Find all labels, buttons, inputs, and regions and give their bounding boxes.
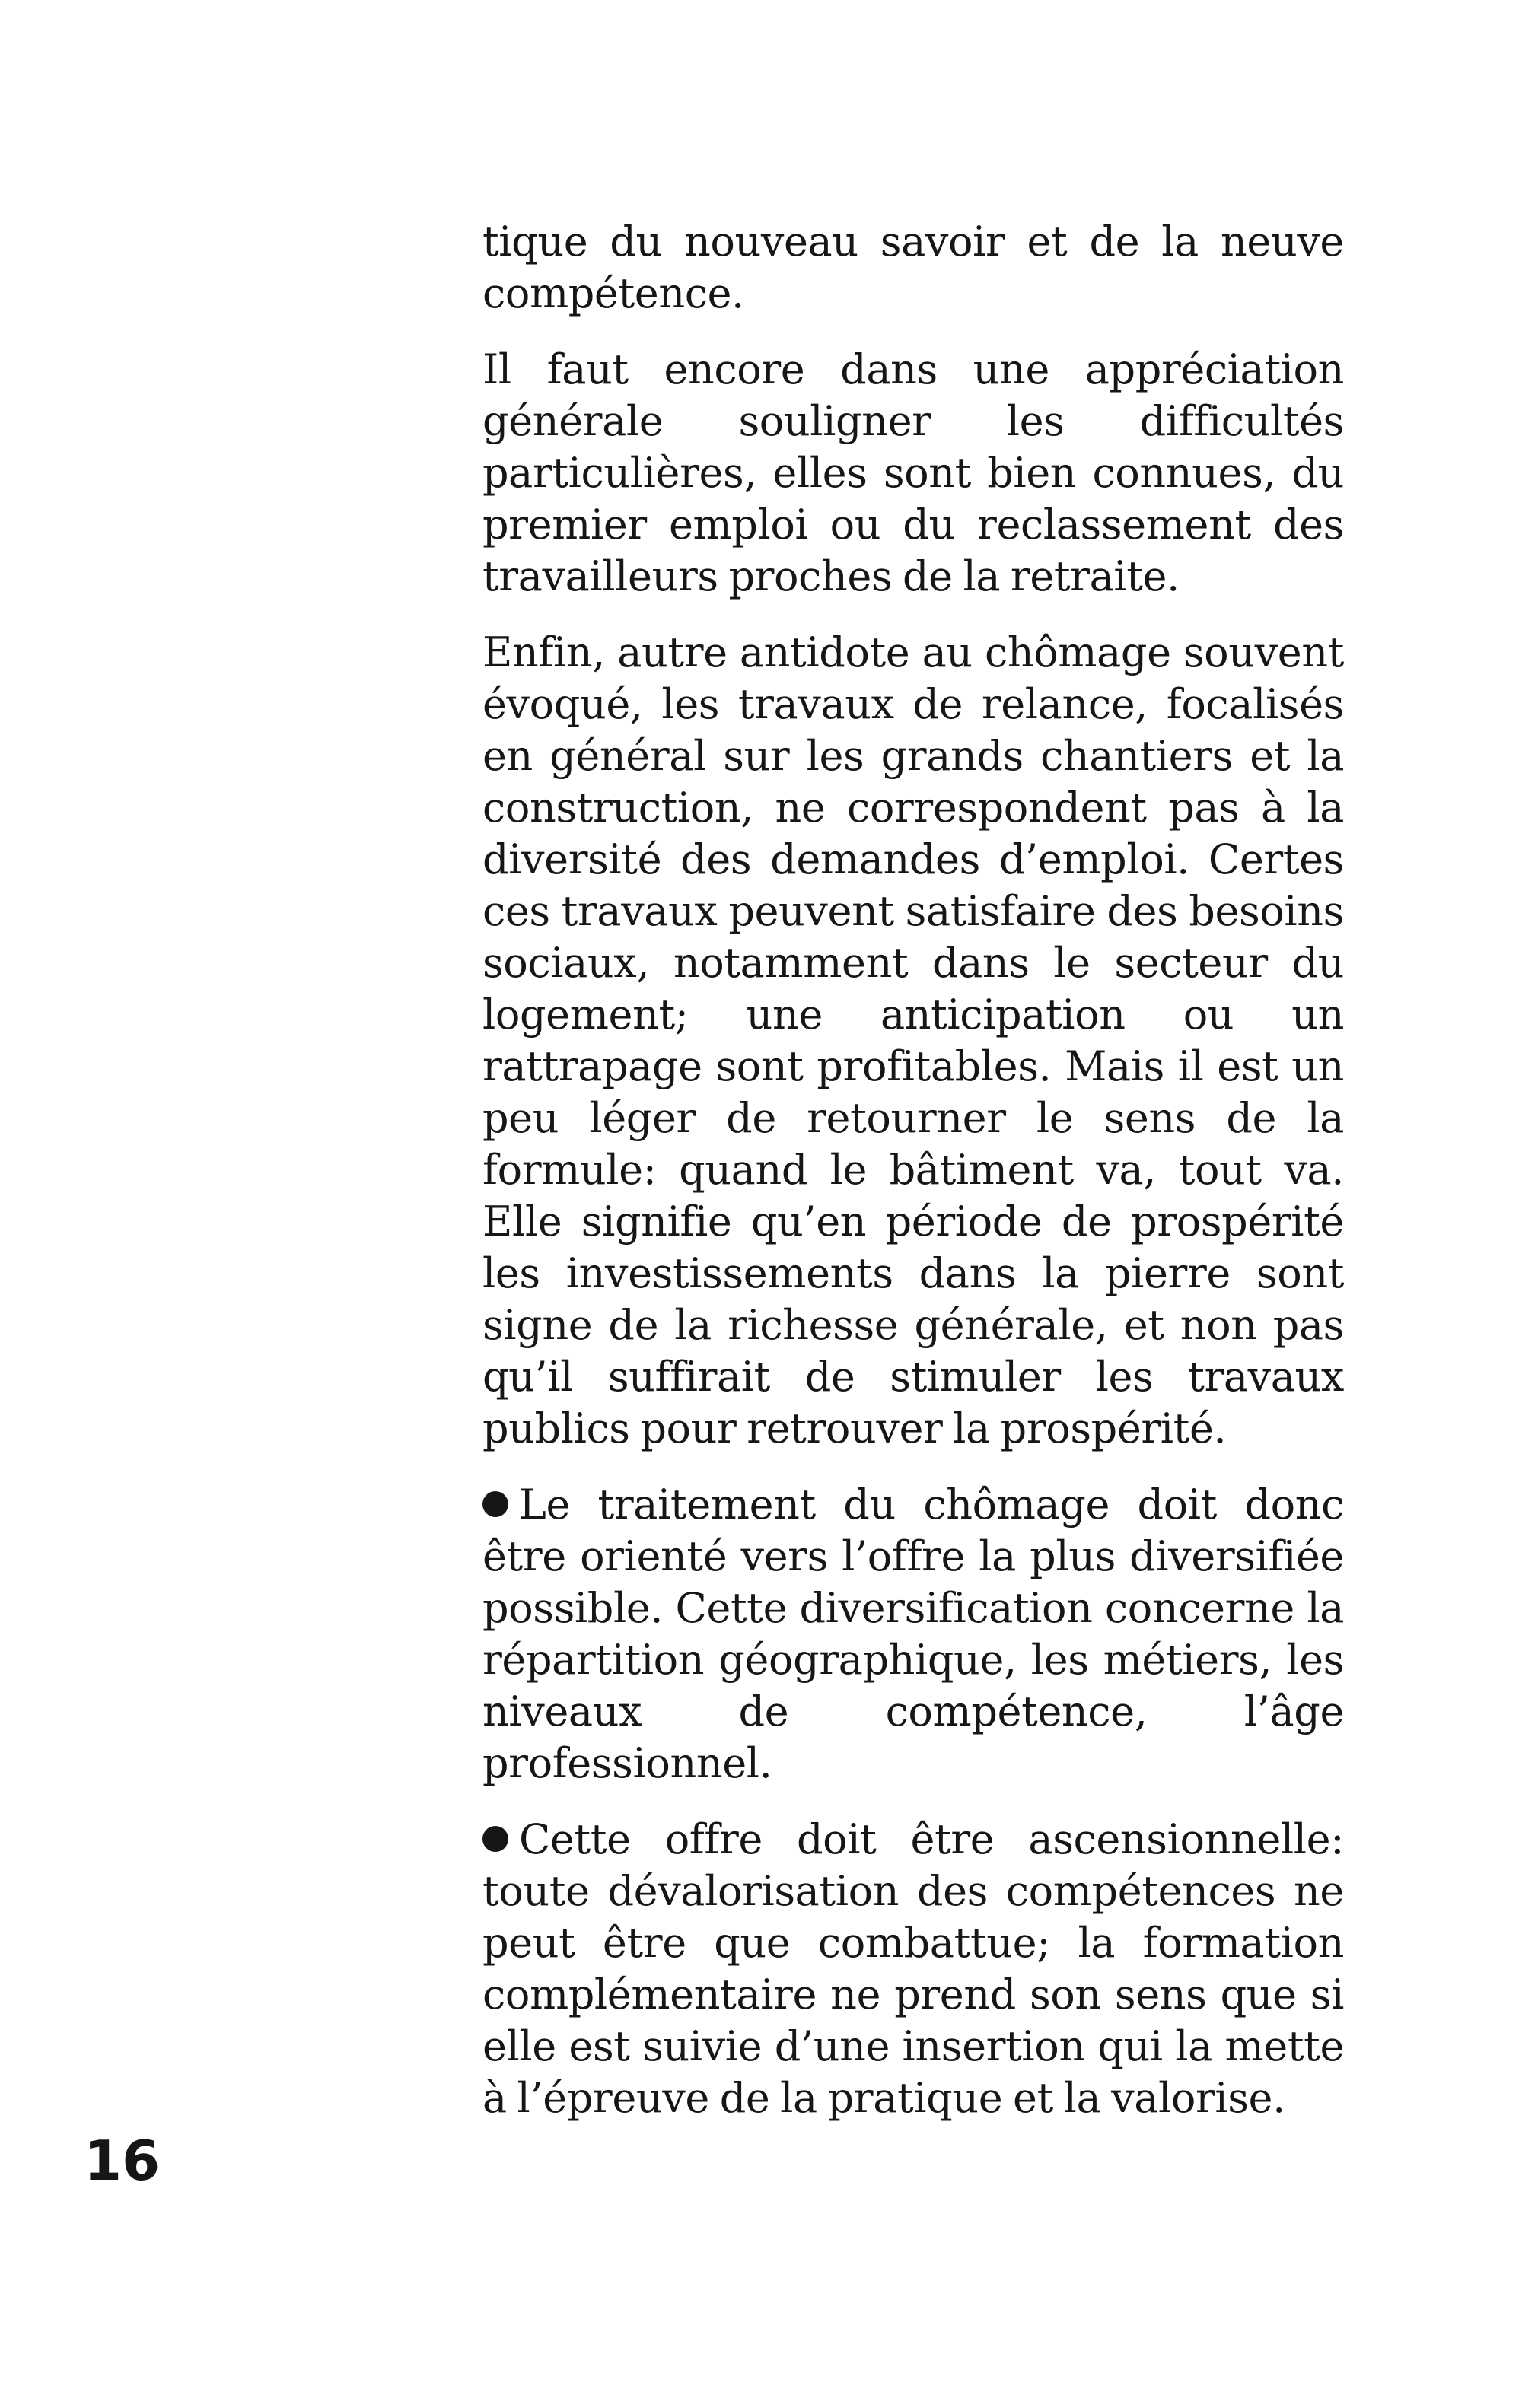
- paragraph-2: [482, 344, 1344, 603]
- page-number: 16: [84, 2129, 161, 2193]
- bullet-dot-icon: [482, 1826, 508, 1852]
- paragraph-3-text: Enfin, autre antidote au chômage souvent évoqué, les travaux de relance, focalisés en général sur les grands chantiers et la construction, ne correspondent pas à la diversité des demandes d’emploi. Certes ces travaux peuvent satisfaire des besoins sociaux, notamment dans le secteur du logement; une anticipation ou un rattrapage sont profitables. Mais il est un peu léger de retourner le sens de la formule: quand le bâtiment va, tout va. Elle signifie qu’en période de prospérité les investissements dans la pierre sont signe de la richesse générale, et non pas qu’il suffirait de stimuler les travaux publics pour retrouver la prospérité.: [482, 628, 1344, 1452]
- paragraph-1: [482, 216, 1344, 320]
- bullet-paragraph-1: [482, 1479, 1344, 1789]
- bullet-dot-icon: [482, 1491, 508, 1517]
- paragraph-2-text: Il faut encore dans une appréciation générale souligner les difficultés particulières, elles sont bien connues, du premier emploi ou du reclassement des travailleurs proches de la retraite.: [482, 345, 1344, 600]
- text-column: [482, 216, 1344, 2149]
- paragraph-1-text: tique du nouveau savoir et de la neuve compétence.: [482, 218, 1344, 317]
- paragraph-3: [482, 627, 1344, 1455]
- bullet-paragraph-1-text: Le traitement du chômage doit donc être orienté vers l’offre la plus diversifiée possible. Cette diversification concerne la répartition géographique, les métiers, les niveaux de compétence, l’âge professionnel.: [482, 1481, 1344, 1787]
- bullet-paragraph-2: [482, 1814, 1344, 2124]
- bullet-paragraph-2-text: Cette offre doit être ascensionnelle: toute dévalorisation des compétences ne peut être que combattue; la formation complémentaire ne prend son sens que si elle est suivie d’une insertion qui la mette à l’épreuve de la pratique et la valorise.: [482, 1815, 1344, 2122]
